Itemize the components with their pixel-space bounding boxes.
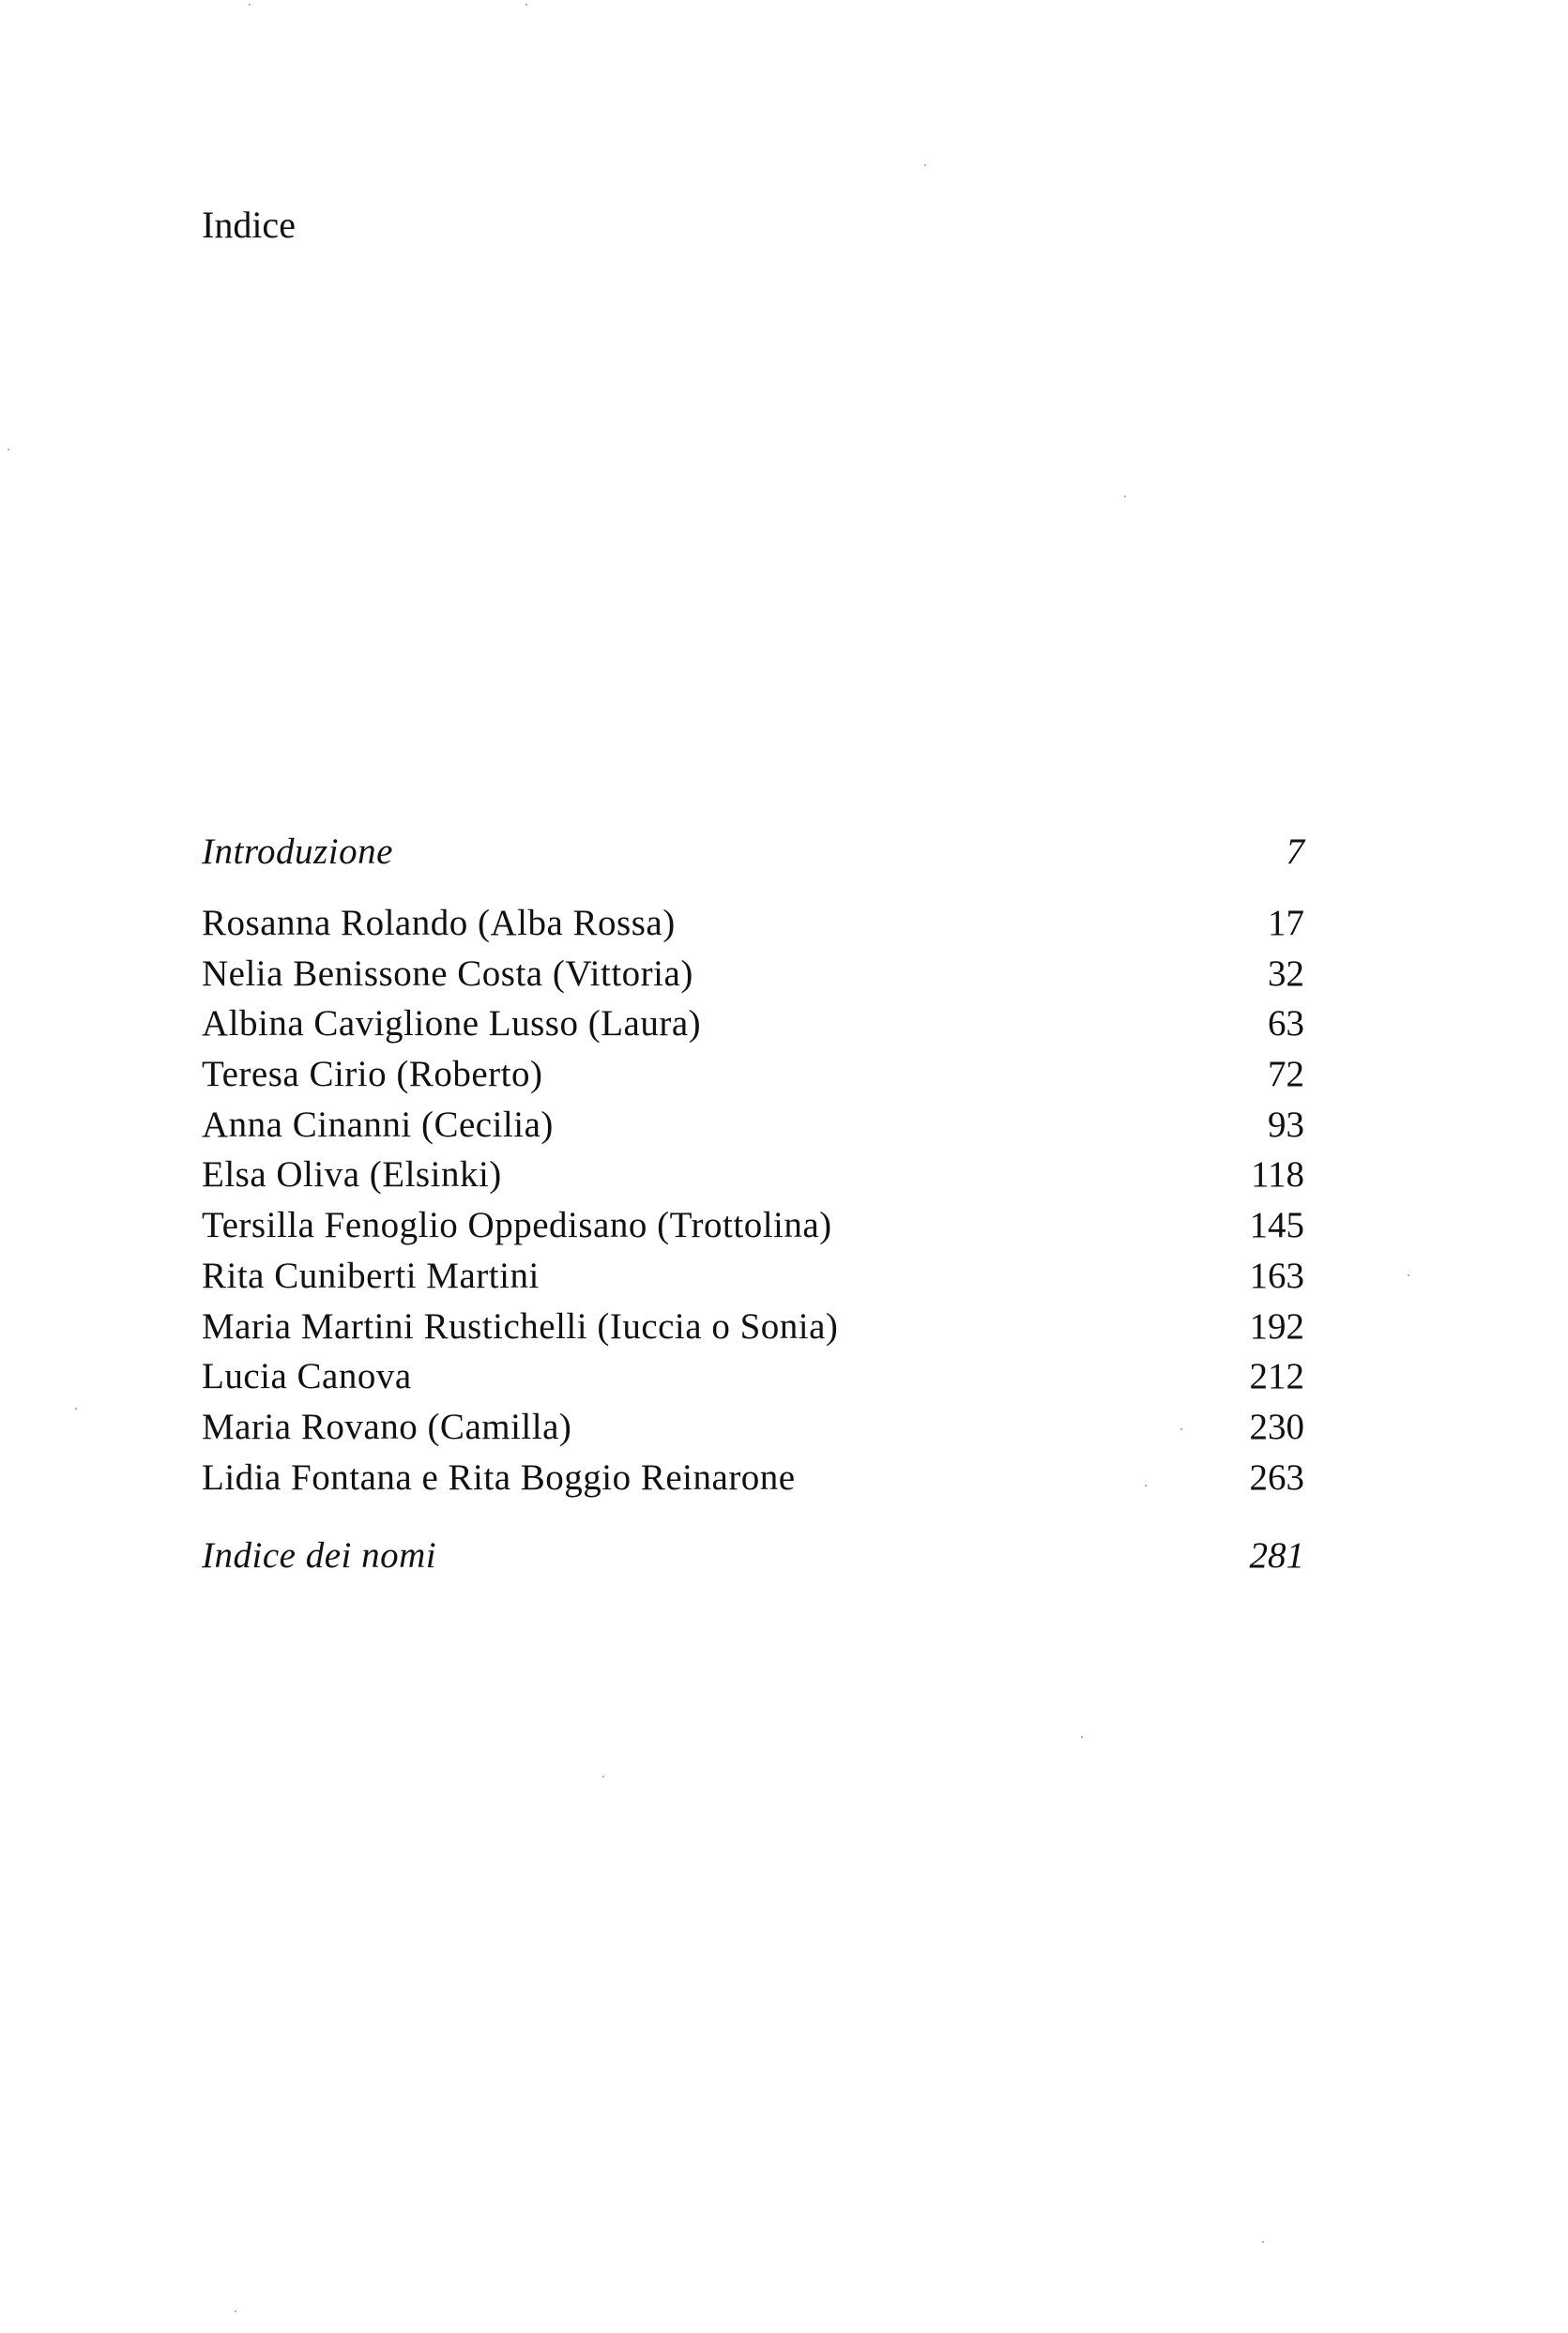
scan-speck <box>75 1408 77 1410</box>
toc-entry-page: 63 <box>1268 1003 1304 1045</box>
scan-speck <box>602 1776 604 1777</box>
toc-entry-title: Teresa Cirio (Roberto) <box>202 1054 543 1095</box>
scan-speck <box>1262 2241 1264 2243</box>
toc-entry-page: 192 <box>1249 1305 1304 1347</box>
toc-entry <box>202 898 1304 949</box>
toc-entry-title: Nelia Benissone Costa (Vittoria) <box>202 953 693 994</box>
toc-entry-page: 93 <box>1268 1104 1304 1145</box>
toc-entry-page: 163 <box>1249 1255 1304 1296</box>
toc-entry-page: 281 <box>1249 1535 1304 1576</box>
toc-entry-page: 17 <box>1268 903 1304 943</box>
toc-entry-title: Elsa Oliva (Elsinki) <box>202 1154 502 1196</box>
toc-front-matter <box>202 824 1304 880</box>
toc-entry <box>202 999 1304 1049</box>
toc-entry <box>202 1402 1304 1453</box>
scan-speck <box>235 2310 236 2312</box>
toc-entry-title: Lucia Canova <box>202 1356 412 1397</box>
scan-speck <box>1124 496 1126 497</box>
scan-speck <box>924 164 926 166</box>
toc-entry <box>202 1302 1304 1352</box>
toc-entry-page: 263 <box>1249 1456 1304 1498</box>
toc-entry-introduzione <box>202 824 1304 880</box>
toc-entry-page: 72 <box>1268 1054 1304 1095</box>
toc-entry <box>202 1453 1304 1503</box>
toc-entry-page: 145 <box>1249 1205 1304 1246</box>
toc-entry-title: Albina Caviglione Lusso (Laura) <box>202 1003 702 1045</box>
scan-speck <box>1408 1274 1409 1276</box>
page-heading: Indice <box>202 204 296 246</box>
toc-entry-title: Tersilla Fenoglio Oppedisano (Trottolina) <box>202 1205 832 1246</box>
toc-entry-page: 7 <box>1286 831 1304 872</box>
toc-entry-page: 212 <box>1249 1356 1304 1397</box>
scan-speck <box>525 4 527 6</box>
toc-entry-title: Anna Cinanni (Cecilia) <box>202 1104 554 1145</box>
toc-back-matter <box>202 1528 1304 1584</box>
toc-entry <box>202 1150 1304 1200</box>
toc-chapters <box>202 898 1304 1502</box>
scan-speck <box>249 4 251 6</box>
toc-entry <box>202 1351 1304 1402</box>
toc-entry-title: Maria Martini Rustichelli (Iuccia o Sonia) <box>202 1305 839 1347</box>
toc-entry-title: Indice dei nomi <box>202 1535 437 1576</box>
toc-entry-title: Rosanna Rolando (Alba Rossa) <box>202 903 676 943</box>
toc-entry <box>202 1100 1304 1151</box>
toc-entry-title: Rita Cuniberti Martini <box>202 1255 540 1296</box>
toc-entry-title: Lidia Fontana e Rita Boggio Reinarone <box>202 1456 796 1498</box>
scan-speck <box>1145 1485 1147 1487</box>
toc-entry <box>202 949 1304 999</box>
toc-entry-title: Maria Rovano (Camilla) <box>202 1406 572 1447</box>
toc-entry <box>202 1049 1304 1100</box>
scan-speck <box>1180 1428 1182 1430</box>
toc-entry-page: 118 <box>1250 1154 1304 1196</box>
toc-entry-title: Introduzione <box>202 831 393 872</box>
scan-speck <box>8 449 9 450</box>
scan-speck <box>1081 1736 1083 1738</box>
toc-entry <box>202 1200 1304 1251</box>
toc-entry-page: 230 <box>1249 1406 1304 1447</box>
toc-entry <box>202 1251 1304 1302</box>
toc-entry-indice-dei-nomi <box>202 1528 1304 1584</box>
toc-entry-page: 32 <box>1268 953 1304 994</box>
